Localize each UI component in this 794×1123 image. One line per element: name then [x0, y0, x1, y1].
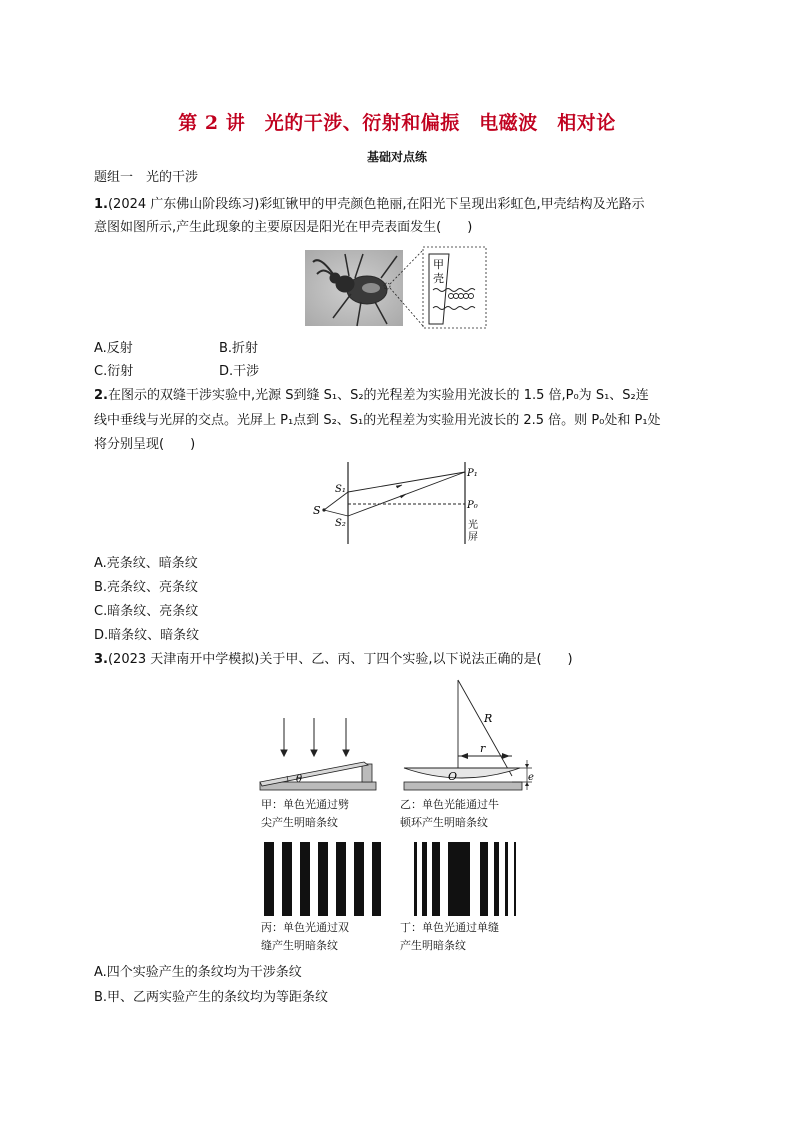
double-slit-fringes — [262, 842, 382, 916]
double-slit-figure — [310, 462, 490, 546]
question-1-option-d: D.干涉 — [219, 364, 260, 379]
label-e: e — [528, 772, 534, 783]
question-1-text-line-2: 意图如图所示,产生此现象的主要原因是阳光在甲壳表面发生( ) — [94, 220, 473, 235]
question-1-figure — [305, 246, 490, 330]
shell-label-1: 甲 — [433, 258, 444, 271]
caption-ding-line-1: 丁：单色光通过单缝 — [400, 921, 499, 934]
question-2-option-d: D.暗条纹、暗条纹 — [94, 628, 200, 643]
label-r: r — [480, 742, 486, 755]
label-s1: S₁ — [335, 484, 346, 495]
caption-jia-line-2: 尖产生明暗条纹 — [261, 816, 338, 829]
label-o: O — [448, 770, 458, 783]
question-3-number: 3. — [94, 652, 108, 667]
caption-yi-line-2: 顿环产生明暗条纹 — [400, 816, 488, 829]
question-2-option-c: C.暗条纹、亮条纹 — [94, 604, 199, 619]
section-heading: 基础对点练 — [366, 150, 427, 164]
page-title: 第 2 讲 光的干涉、衍射和偏振 电磁波 相对论 — [178, 112, 616, 134]
question-3-text-line-1: 3.(2023 天津南开中学模拟)关于甲、乙、丙、丁四个实验,以下说法正确的是( ) — [94, 652, 573, 667]
question-1-option-c: C.衍射 — [94, 364, 134, 379]
caption-jia-line-1: 甲：单色光通过劈 — [261, 798, 349, 811]
question-1-option-b: B.折射 — [219, 341, 259, 356]
group-heading: 题组一 光的干涉 — [94, 170, 199, 185]
caption-yi-line-1: 乙：单色光能通过牛 — [400, 798, 499, 811]
question-1-number: 1. — [94, 197, 108, 212]
single-slit-fringes — [410, 842, 522, 916]
question-2-option-a: A.亮条纹、暗条纹 — [94, 556, 198, 571]
question-3-option-b: B.甲、乙两实验产生的条纹均为等距条纹 — [94, 990, 329, 1005]
question-2-text-line-2: 线中垂线与光屏的交点。光屏上 P₁点到 S₂、S₁的光程差为实验用光波长的 2.5 倍。则 P₀处和 P₁处 — [94, 413, 661, 428]
label-r-capital: R — [484, 712, 493, 725]
label-screen-1: 光 — [468, 520, 478, 531]
question-2-text-line-1: 2.在图示的双缝干涉实验中,光源 S到缝 S₁、S₂的光程差为实验用光波长的 1.5 倍,P₀为 S₁、S₂连 — [94, 388, 649, 403]
caption-ding-line-2: 产生明暗条纹 — [400, 939, 466, 952]
label-s2: S₂ — [335, 518, 346, 529]
label-p1: P₁ — [467, 468, 478, 479]
newton-rings-figure — [400, 676, 538, 794]
question-2-number: 2. — [94, 388, 108, 403]
shell-label-2: 壳 — [433, 272, 444, 285]
label-theta: θ — [296, 774, 303, 785]
label-s: S — [313, 504, 321, 517]
caption-bing-line-2: 缝产生明暗条纹 — [261, 939, 338, 952]
question-2-text-line-3: 将分别呈现( ) — [94, 437, 196, 452]
question-1-option-a: A.反射 — [94, 341, 133, 356]
layer-circles — [449, 294, 474, 299]
label-screen-2: 屏 — [468, 532, 478, 543]
question-3-option-a: A.四个实验产生的条纹均为干涉条纹 — [94, 965, 302, 980]
caption-bing-line-1: 丙：单色光通过双 — [261, 921, 349, 934]
wedge-figure — [258, 716, 380, 794]
question-1-text-line-1: 1.(2024 广东佛山阶段练习)彩虹锹甲的甲壳颜色艳丽,在阳光下呈现出彩虹色,甲壳结构及光路示 — [94, 197, 645, 212]
question-2-option-b: B.亮条纹、亮条纹 — [94, 580, 199, 595]
label-p0: P₀ — [467, 500, 478, 511]
